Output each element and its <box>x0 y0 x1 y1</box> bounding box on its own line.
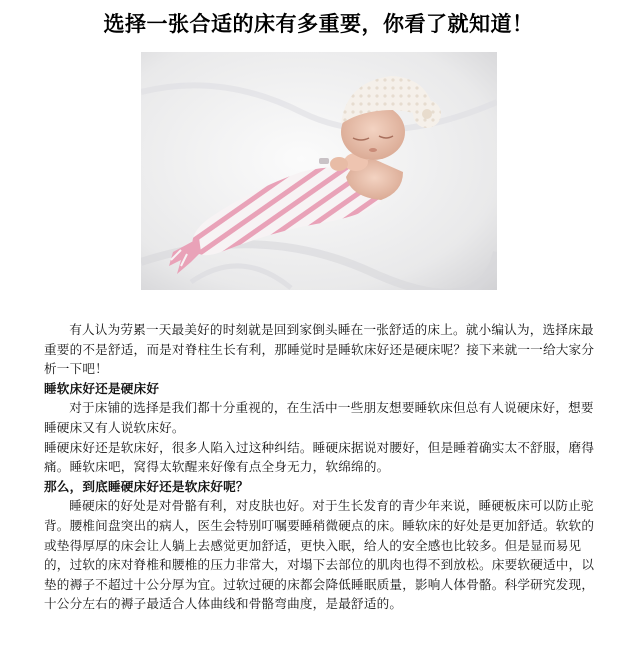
section-heading-which-is-better: 那么，到底睡硬床好还是软床好呢？ <box>44 478 249 494</box>
sleeping-baby-photo <box>141 52 497 290</box>
article-body <box>44 320 600 614</box>
article-title: 选择一张合适的床有多重要，你看了就知道！ <box>103 11 534 36</box>
body-paragraph: 睡硬床好还是软床好，很多人陷入过这种纠结。睡硬床据说对腰好，但是睡着确实太不舒服，磨得痛。睡软床吧，窝得太软醒来好像有点全身无力，软绵绵的。 <box>44 439 595 475</box>
section-heading-soft-or-hard: 睡软床好还是硬床好 <box>44 380 160 396</box>
body-paragraph: 睡硬床的好处是对骨骼有利，对皮肤也好。对于生长发育的青少年来说，睡硬板床可以防止驼背。腰椎间盘突出的病人，医生会特别叮嘱要睡稍微硬点的床。睡软床的好处是更加舒适。软软的或垫得厚厚的床会让人躺上去感觉更加舒适，更快入眠，给人的安全感也比较多。但是显而易见的，过软的床对脊椎和腰椎的压力非常大，对塌下去部位的肌肉也得不到放松。床要软硬适中，以垫的褥子不超过十公分厚为宜。过软过硬的床都会降低睡眠质量，影响人体骨骼。科学研究发现，十公分左右的褥子最适合人体曲线和骨骼弯曲度，是最舒适的。 <box>44 498 595 612</box>
intro-paragraph: 有人认为劳累一天最美好的时刻就是回到家倒头睡在一张舒适的床上。就小编认为，选择床最重要的不是舒适，而是对脊柱生长有利，那睡觉时是睡软床好还是硬床呢？接下来就一一给大家分析一下吧！ <box>44 322 595 377</box>
body-paragraph: 对于床铺的选择是我们都十分重视的，在生活中一些朋友想要睡软床但总有人说硬床好，想要睡硬床又有人说软床好。 <box>44 400 594 435</box>
